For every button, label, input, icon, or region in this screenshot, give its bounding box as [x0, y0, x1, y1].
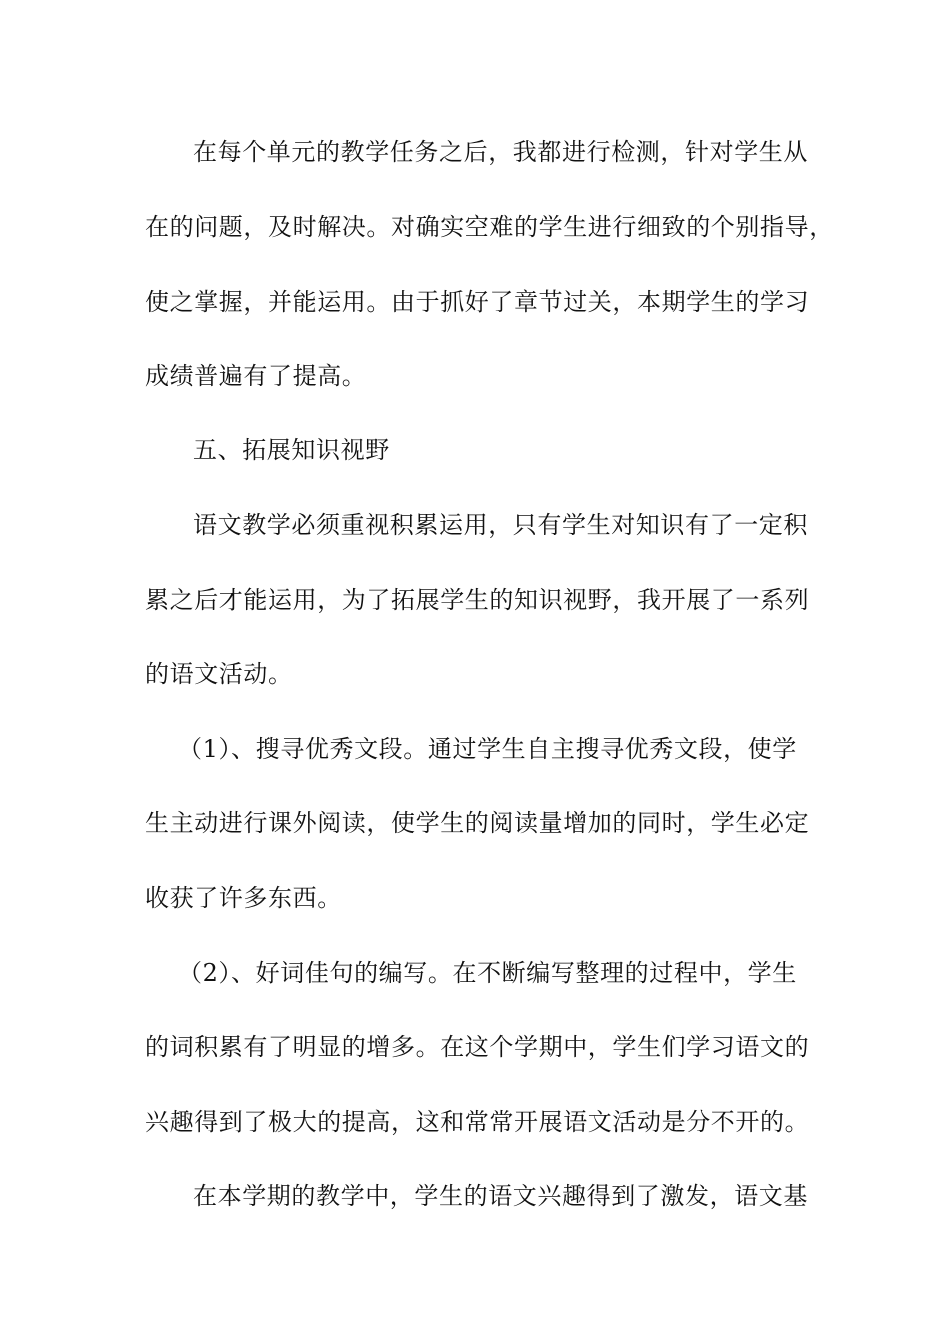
list-item-2-line-2: 的词积累有了明显的增多。在这个学期中，学生们学习语文的 [145, 1033, 810, 1061]
paragraph-line-1: 在每个单元的教学任务之后，我都进行检测，针对学生从 [193, 138, 808, 166]
list-item-1-line-3: 收获了许多东西。 [145, 884, 342, 912]
list-item-1-line-1: （1）、搜寻优秀文段。通过学生自主搜寻优秀文段，使学 [178, 735, 797, 763]
paragraph-line-6: 语文教学必须重视积累运用，只有学生对知识有了一定积 [193, 511, 808, 539]
paragraph-line-15: 在本学期的教学中，学生的语文兴趣得到了激发，语文基 [193, 1182, 808, 1210]
paragraph-line-3: 使之掌握，并能运用。由于抓好了章节过关，本期学生的学习 [145, 288, 810, 316]
section-heading: 五、拓展知识视野 [193, 436, 390, 464]
paragraph-line-8: 的语文活动。 [145, 660, 293, 688]
list-item-2-line-3: 兴趣得到了极大的提高，这和常常开展语文活动是分不开的。 [145, 1108, 810, 1136]
list-item-2-line-1: （2）、好词佳句的编写。在不断编写整理的过程中，学生 [178, 959, 797, 987]
paragraph-line-7: 累之后才能运用，为了拓展学生的知识视野，我开展了一系列 [145, 586, 810, 614]
list-item-1-line-2: 生主动进行课外阅读，使学生的阅读量增加的同时，学生必定 [145, 809, 810, 837]
paragraph-line-2: 在的问题，及时解决。对确实空难的学生进行细致的个别指导， [145, 213, 834, 241]
paragraph-line-4: 成绩普遍有了提高。 [145, 362, 367, 390]
